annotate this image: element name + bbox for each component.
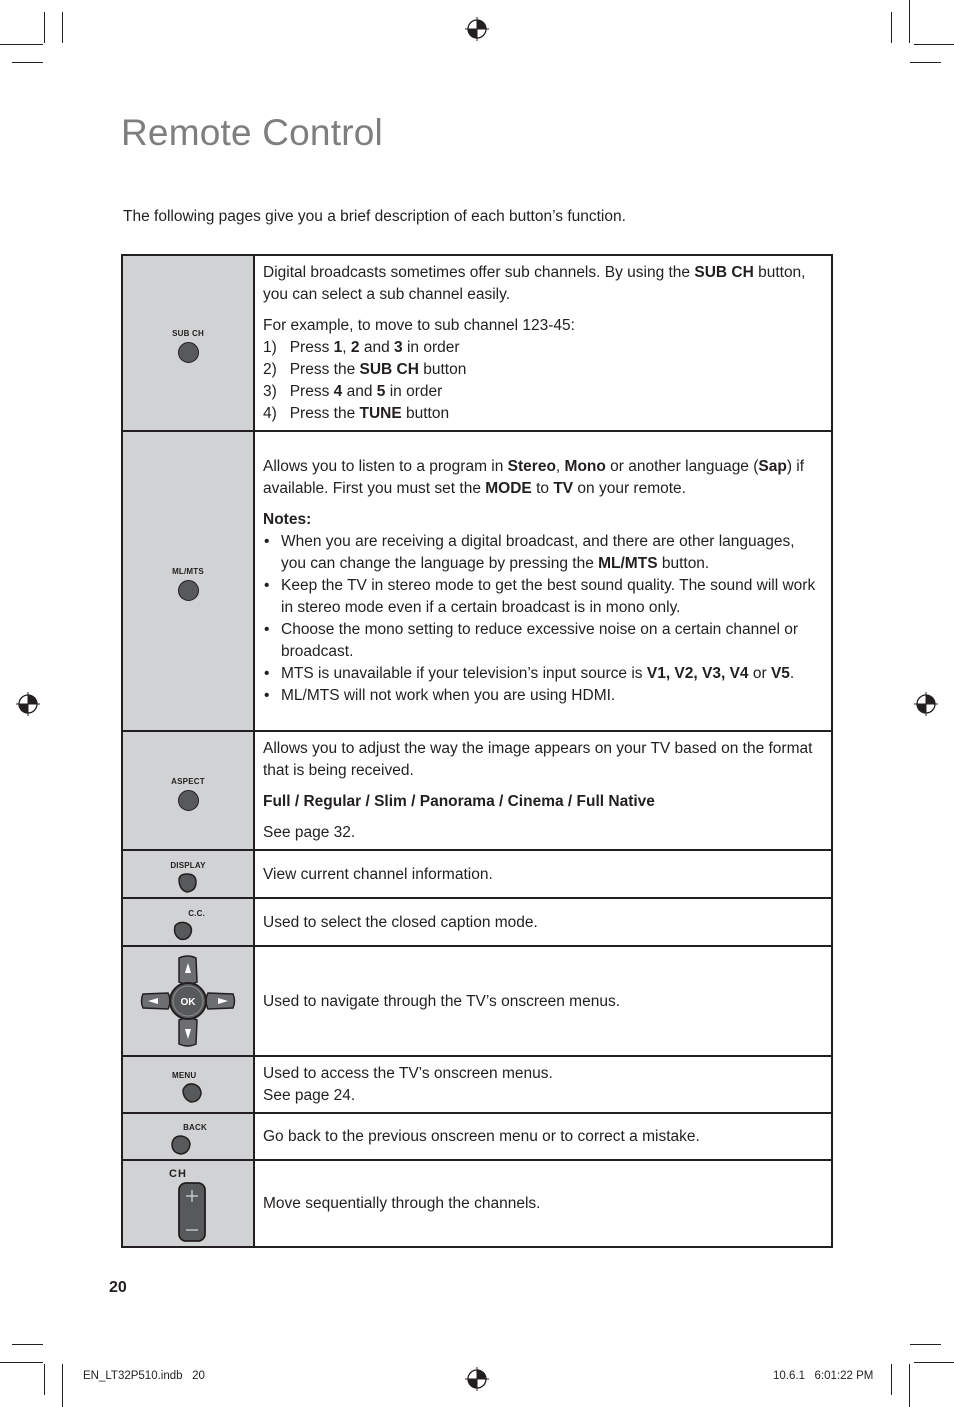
notes-heading <box>263 509 823 531</box>
button-label: DISPLAY <box>170 860 206 870</box>
description-cell <box>254 1056 832 1113</box>
description-cell <box>254 731 832 850</box>
list-item: • Choose the mono setting to reduce excessive noise on a certain channel or broadcast. <box>263 619 823 663</box>
registration-mark-icon <box>914 692 938 716</box>
remote-button-icon <box>171 920 195 942</box>
bold-text: 3 <box>394 339 403 356</box>
description-cell <box>254 255 832 431</box>
table-row <box>122 431 832 731</box>
button-illustration-cell <box>122 898 254 946</box>
bold-text: Sap <box>758 458 787 475</box>
text: . <box>789 665 795 682</box>
list-item <box>263 531 823 575</box>
list-item <box>263 337 823 359</box>
text: , <box>555 458 565 475</box>
text: Press <box>289 383 334 400</box>
crop-mark <box>62 12 63 43</box>
button-illustration-cell <box>122 731 254 850</box>
bold-text: 1 <box>333 339 343 356</box>
bold-text: Full / Regular / Slim / Panorama / Cinema / Full Native <box>263 793 655 810</box>
ok-label: OK <box>180 997 196 1008</box>
description-paragraph: Allows you to adjust the way the image appears on your TV based on the format that is being received. <box>263 740 813 779</box>
button-label: MENU <box>172 1071 197 1080</box>
bold-text: SUB CH <box>694 264 754 281</box>
step-number: 2) <box>263 361 277 378</box>
button-illustration-cell <box>122 1056 254 1113</box>
text: button, you can select a sub channel easily. <box>263 264 806 303</box>
step-number: 3) <box>263 383 277 400</box>
menu-button-illustration <box>172 1071 204 1104</box>
channel-rocker-icon <box>177 1181 207 1243</box>
crop-mark <box>44 1364 45 1395</box>
bold-text: SUB CH <box>359 361 419 378</box>
table-row <box>122 1056 832 1113</box>
step-number: 4) <box>263 405 277 422</box>
button-label: C.C. <box>188 908 205 918</box>
bold-text: V5 <box>770 665 790 682</box>
remote-button-icon <box>178 342 199 363</box>
list-item <box>263 359 823 381</box>
notes-list <box>263 531 823 707</box>
footer-file-info: EN_LT32P510.indb 20 <box>83 1370 205 1382</box>
table-row <box>122 1113 832 1160</box>
description-paragraph <box>263 262 823 306</box>
crop-mark <box>12 62 43 63</box>
page-reference: See page 32. <box>263 824 356 841</box>
bold-text: Notes: <box>263 511 312 528</box>
navigation-pad-icon <box>140 954 236 1048</box>
crop-mark <box>891 12 892 43</box>
intro-text: The following pages give you a brief description of each button’s function. <box>123 208 626 225</box>
crop-mark <box>909 1364 910 1407</box>
step-number: 1) <box>263 339 277 356</box>
table-row <box>122 946 832 1056</box>
display-button-illustration <box>170 861 205 894</box>
description-cell: Go back to the previous onscreen menu or to correct a mistake. <box>254 1113 832 1160</box>
description-cell: Used to navigate through the TV’s onscreen menus. <box>254 946 832 1056</box>
text: MTS is unavailable if your television’s input source is <box>281 665 647 682</box>
button-label: BACK <box>183 1123 207 1132</box>
text: or another language ( <box>605 458 759 475</box>
text: or <box>748 665 771 682</box>
crop-mark <box>0 44 43 45</box>
bold-text: 2 <box>350 339 360 356</box>
sub-ch-button-illustration <box>172 329 204 363</box>
table-row <box>122 1160 832 1247</box>
bold-text: ML/MTS <box>598 555 658 572</box>
button-label: ML/MTS <box>172 567 204 576</box>
crop-mark <box>914 44 954 45</box>
list-item: • Keep the TV in stereo mode to get the best sound quality. The sound will work in stereo mode even if a certain broadcast is in mono only. <box>263 575 823 619</box>
text: and <box>342 383 377 400</box>
text: and <box>359 339 395 356</box>
bold-text: 4 <box>333 383 343 400</box>
crop-mark <box>914 1362 954 1363</box>
footer-timestamp: 10.6.1 6:01:22 PM <box>773 1370 874 1382</box>
crop-mark <box>12 1344 43 1345</box>
table-row <box>122 255 832 431</box>
button-illustration-cell <box>122 255 254 431</box>
crop-mark <box>910 1344 941 1345</box>
text: on your remote. <box>573 480 686 497</box>
button-label: SUB CH <box>172 329 204 338</box>
text: in order <box>385 383 443 400</box>
remote-button-icon <box>180 1082 204 1104</box>
crop-mark <box>44 12 45 43</box>
text: When you are receiving a digital broadcast, and there are other languages, you can change the language by pressing the <box>281 533 795 572</box>
button-label: ASPECT <box>171 776 205 786</box>
remote-button-icon <box>176 872 200 894</box>
bold-text: 5 <box>376 383 386 400</box>
button-label: CH <box>169 1168 187 1180</box>
text: to <box>531 480 554 497</box>
crop-mark <box>909 0 910 43</box>
text: ) if available. First you must set the <box>263 458 805 497</box>
button-illustration-cell <box>122 431 254 731</box>
bold-text: TUNE <box>359 405 402 422</box>
text: button. <box>657 555 710 572</box>
page-title: Remote Control <box>121 112 383 153</box>
text: button <box>418 361 467 378</box>
aspect-modes <box>263 791 823 813</box>
list-item <box>263 663 823 685</box>
description-line: Used to access the TV’s onscreen menus. <box>263 1065 553 1082</box>
text: Digital broadcasts sometimes offer sub channels. By using the <box>263 264 695 281</box>
cc-button-illustration <box>171 909 205 942</box>
aspect-button-illustration <box>171 777 205 811</box>
registration-mark-icon <box>465 17 489 41</box>
example-label: For example, to move to sub channel 123-45: <box>263 317 575 334</box>
crop-mark <box>910 62 941 63</box>
bold-text: TV <box>553 480 574 497</box>
description-cell <box>254 431 832 731</box>
description-cell: View current channel information. <box>254 850 832 898</box>
button-table <box>121 254 833 1248</box>
text: button <box>401 405 450 422</box>
remote-button-icon <box>169 1134 193 1156</box>
bold-text: V1, V2, V3, V4 <box>646 665 749 682</box>
text: , <box>342 339 351 356</box>
button-illustration-cell <box>122 1160 254 1247</box>
button-illustration-cell <box>122 946 254 1056</box>
button-illustration-cell <box>122 850 254 898</box>
steps-list <box>263 337 823 425</box>
bold-text: Stereo <box>507 458 556 475</box>
registration-mark-icon <box>16 692 40 716</box>
description-cell: Move sequentially through the channels. <box>254 1160 832 1247</box>
bold-text: Mono <box>564 458 606 475</box>
page-number: 20 <box>109 1279 127 1296</box>
text: Press the <box>289 361 360 378</box>
text: in order <box>402 339 460 356</box>
description-cell: Used to select the closed caption mode. <box>254 898 832 946</box>
text: Press <box>289 339 334 356</box>
description-paragraph <box>263 456 823 500</box>
back-button-illustration <box>169 1123 207 1156</box>
table-row <box>122 731 832 850</box>
list-item <box>263 403 823 425</box>
bold-text: MODE <box>485 480 532 497</box>
crop-mark <box>62 1364 63 1407</box>
ml-mts-button-illustration <box>172 567 204 601</box>
crop-mark <box>891 1364 892 1395</box>
crop-mark <box>0 1362 43 1363</box>
text: Press the <box>289 405 360 422</box>
remote-button-icon <box>178 580 199 601</box>
table-row <box>122 898 832 946</box>
button-illustration-cell <box>122 1113 254 1160</box>
page-reference: See page 24. <box>263 1087 356 1104</box>
text: Allows you to listen to a program in <box>263 458 508 475</box>
remote-button-icon <box>178 790 199 811</box>
list-item: • ML/MTS will not work when you are using HDMI. <box>263 685 823 707</box>
ch-button-illustration <box>169 1168 207 1243</box>
list-item <box>263 381 823 403</box>
table-row <box>122 850 832 898</box>
registration-mark-icon <box>465 1367 489 1391</box>
